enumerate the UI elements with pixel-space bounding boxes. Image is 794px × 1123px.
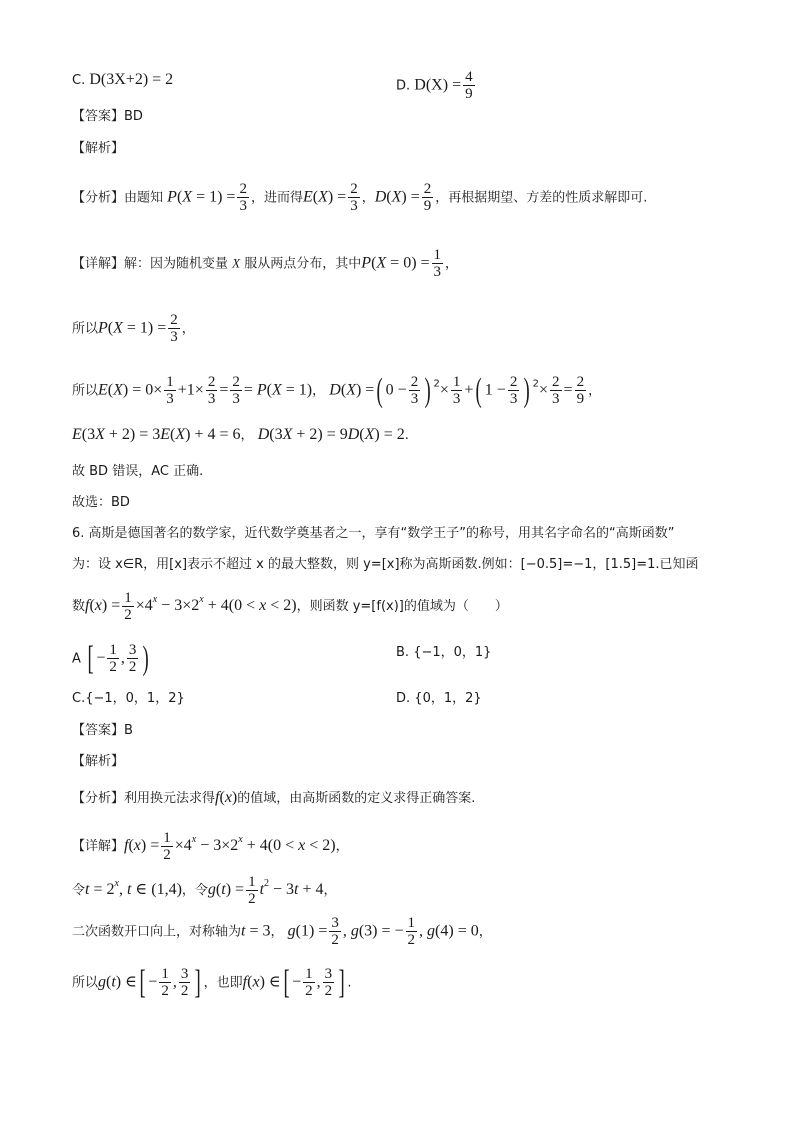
analysis-heading-2: 【解析】 — [72, 754, 125, 769]
substitution-line: 令$t = 2^x$, t ∈ (1,4)，令g(t) = $\frac{1}{2}$ $t^2 - 3t + 4$， — [72, 873, 337, 907]
expectation-line: E(3X + 2) = 3E(X) + 4 = 6， D(3X + 2) = 9D(X) = 2. — [72, 426, 409, 443]
q6-line-1: 6. 高斯是德国著名的数学家，近代数学奠基者之一，享有“数学王子”的称号，用其名字命名的“高斯函数” — [72, 526, 675, 541]
q6-line-2: 为：设 x∈R，用[x]表示不超过 x 的最大整数，则 y=[x]称为高斯函数.例如：[−0.5]=−1，[1.5]=1.已知函 — [72, 557, 699, 572]
q6-line-3: 数f(x) = $\frac{1}{2}$ $\times 4^x - 3\times 2^x + 4(0 < x < 2)$，则函数 y=[f(x)]的值域为（ ） — [72, 589, 508, 623]
analysis-heading-1: 【解析】 — [72, 141, 125, 156]
option-c-prev-expr: D(3X+2) = 2 — [89, 71, 174, 88]
conclusion-1: 故 BD 错误，AC 正确. — [72, 464, 204, 479]
answer-2: 【答案】B — [72, 723, 133, 738]
option-c: C.{−1，0，1，2} — [72, 691, 185, 706]
fenxi-2: 【分析】利用换元法求得f(x)的值域，由高斯函数的定义求得正确答案. — [72, 789, 476, 806]
option-d: D. {0，1，2} — [396, 691, 482, 706]
option-d-prev: D. D(X) = $\frac{4}{9}$ — [396, 69, 473, 102]
xiangjie-1: 【详解】解：因为随机变量 X 服从两点分布，其中P(X = 0) = $\frac{1}{3}$ ， — [72, 247, 459, 280]
answer-1: 【答案】BD — [72, 109, 143, 124]
option-b: B. {−1，0，1} — [396, 645, 492, 660]
fenxi-1: 【分析】由题知 P(X = 1) = $\frac{2}{3}$ ，进而得E(X) = $\frac{2}{3}$ ，D(X) = $\frac{2}{9}$ ，再根据期望、方差的性质求解即可. — [72, 181, 648, 214]
option-c-prev: C. D(3X+2) = 2 — [72, 71, 174, 88]
suoyi-1: 所以P(X = 1) = $\frac{2}{3}$ ， — [72, 312, 195, 345]
xiangjie-2: 【详解】f(x) = $\frac{1}{2}$ $\times 4^x - 3\times 2^x + 4(0 < x < 2)$， — [72, 829, 349, 863]
option-a: A [ − $\frac{1}{2}$ , $\frac{3}{2}$ ) — [72, 640, 150, 677]
result-line: 所以g(t) ∈[ − $\frac{1}{2}$ , $\frac{3}{2}$ ] ，也即f(x) ∈[ − $\frac{1}{2}$ , $\frac{3}{2}$ ] . — [72, 964, 352, 1001]
quadratic-line: 二次函数开口向上，对称轴为t = 3， g(1) = $\frac{3}{2}$ , g(3) = − $\frac{1}{2}$ , g(4) = 0， — [72, 915, 492, 948]
choice-1: 故选：BD — [72, 495, 130, 510]
suoyi-2: 所以E(X) = 0× $\frac{1}{3}$ +1× $\frac{2}{3}$ = $\frac{2}{3}$ = P(X = 1)， D(X) =( 0 − $\frac{2}{3}$ ) $^2$× $\frac{1}{3}$ +( 1 − $\frac{2}{3}$ ) $^2$× $\frac{2}{3}$ = $\frac{2}{9}$ ， — [72, 372, 602, 409]
